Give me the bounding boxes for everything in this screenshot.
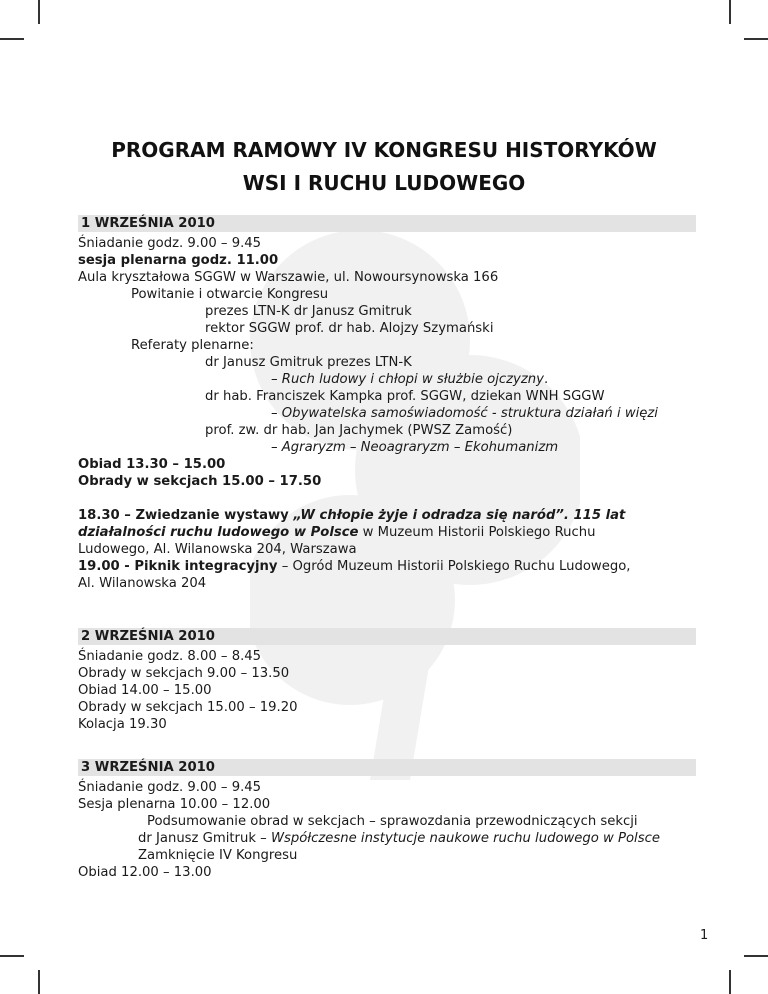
- day1-welcome: Powitanie i otwarcie Kongresu: [131, 287, 329, 302]
- day2-line: Śniadanie godz. 8.00 – 8.45: [78, 649, 262, 664]
- day1-exhibit-line-1: [78, 507, 696, 524]
- day1-picnic-place-b: Al. Wilanowska 204: [78, 576, 207, 591]
- day1-exhibit-place-a: w Muzeum Historii Polskiego Ruchu: [358, 525, 596, 540]
- day1-header: 1 WRZEŚNIA 2010: [78, 215, 696, 232]
- crop-mark: [744, 955, 768, 957]
- day3-lecture-title: Współczesne instytucje naukowe ruchu ludowego w Polsce: [270, 831, 660, 846]
- day3-summary: Podsumowanie obrad w sekcjach – sprawozdania przewodniczących sekcji: [147, 814, 638, 829]
- day2-line: Obrady w sekcjach 15.00 – 19.20: [78, 700, 298, 715]
- day1-ref1-title: – Ruch ludowy i chłopi w służbie ojczyzny: [271, 372, 544, 387]
- crop-mark: [38, 970, 40, 994]
- day1-ref1-author: dr Janusz Gmitruk prezes LTN-K: [205, 355, 412, 370]
- crop-mark: [729, 0, 731, 24]
- day1-ref2-author: dr hab. Franciszek Kampka prof. SGGW, dziekan WNH SGGW: [205, 389, 605, 404]
- title-line-1: PROGRAM RAMOWY IV KONGRESU HISTORYKÓW: [111, 138, 657, 162]
- day1-speaker-1: prezes LTN-K dr Janusz Gmitruk: [205, 304, 412, 319]
- day1-ref1-line: [78, 371, 696, 388]
- day3-breakfast: Śniadanie godz. 9.00 – 9.45: [78, 780, 262, 795]
- page-number: 1: [700, 928, 709, 943]
- title-line-2: WSI I RUCHU LUDOWEGO: [242, 171, 526, 195]
- crop-mark: [0, 38, 24, 40]
- day1-section: [78, 215, 696, 592]
- day1-exhibit-title-a: „W chłopie żyje i odradza się naród”. 115 lat: [293, 508, 626, 523]
- day3-header: 3 WRZEŚNIA 2010: [78, 759, 696, 776]
- day1-picnic-line-1: [78, 558, 696, 575]
- day1-venue: Aula kryształowa SGGW w Warszawie, ul. Nowoursynowska 166: [78, 270, 499, 285]
- document-title: [0, 134, 768, 200]
- day1-ref2-title: – Obywatelska samoświadomość - struktura działań i więzi: [271, 406, 658, 421]
- day3-lunch: Obiad 12.00 – 13.00: [78, 865, 212, 880]
- day2-header: 2 WRZEŚNIA 2010: [78, 628, 696, 645]
- day1-breakfast: Śniadanie godz. 9.00 – 9.45: [78, 236, 262, 251]
- day3-section: [78, 759, 696, 881]
- day1-sessions: Obrady w sekcjach 15.00 – 17.50: [78, 474, 322, 489]
- day2-section: [78, 628, 696, 733]
- day2-line: Obiad 14.00 – 15.00: [78, 683, 212, 698]
- day1-referaty-label: Referaty plenarne:: [131, 338, 254, 353]
- crop-mark: [38, 0, 40, 24]
- day1-ref1-period: .: [543, 372, 549, 387]
- day1-lunch: Obiad 13.30 – 15.00: [78, 457, 226, 472]
- crop-mark: [729, 970, 731, 994]
- day1-exhibit-time: 18.30 – Zwiedzanie wystawy: [78, 508, 294, 523]
- day1-speaker-2: rektor SGGW prof. dr hab. Alojzy Szymański: [205, 321, 494, 336]
- crop-mark: [744, 38, 768, 40]
- day2-line: Obrady w sekcjach 9.00 – 13.50: [78, 666, 290, 681]
- day2-line: Kolacja 19.30: [78, 717, 167, 732]
- day1-exhibit-line-2: [78, 524, 696, 541]
- day1-exhibit-title-b: działalności ruchu ludowego w Polsce: [78, 525, 359, 540]
- day3-plenary: Sesja plenarna 10.00 – 12.00: [78, 797, 271, 812]
- day3-lecture-author: dr Janusz Gmitruk –: [138, 831, 271, 846]
- day1-exhibit-place-b: Ludowego, Al. Wilanowska 204, Warszawa: [78, 542, 357, 557]
- day1-ref3-title: – Agraryzm – Neoagraryzm – Ekohumanizm: [271, 440, 559, 455]
- day3-lecture: [78, 830, 696, 847]
- day1-plenary: sesja plenarna godz. 11.00: [78, 253, 279, 268]
- crop-mark: [0, 955, 24, 957]
- day1-picnic-label: 19.00 - Piknik integracyjny: [78, 559, 278, 574]
- day1-picnic-place-a: – Ogród Muzeum Historii Polskiego Ruchu Ludowego,: [277, 559, 631, 574]
- day3-closing: Zamknięcie IV Kongresu: [138, 848, 298, 863]
- day1-ref3-author: prof. zw. dr hab. Jan Jachymek (PWSZ Zamość): [205, 423, 513, 438]
